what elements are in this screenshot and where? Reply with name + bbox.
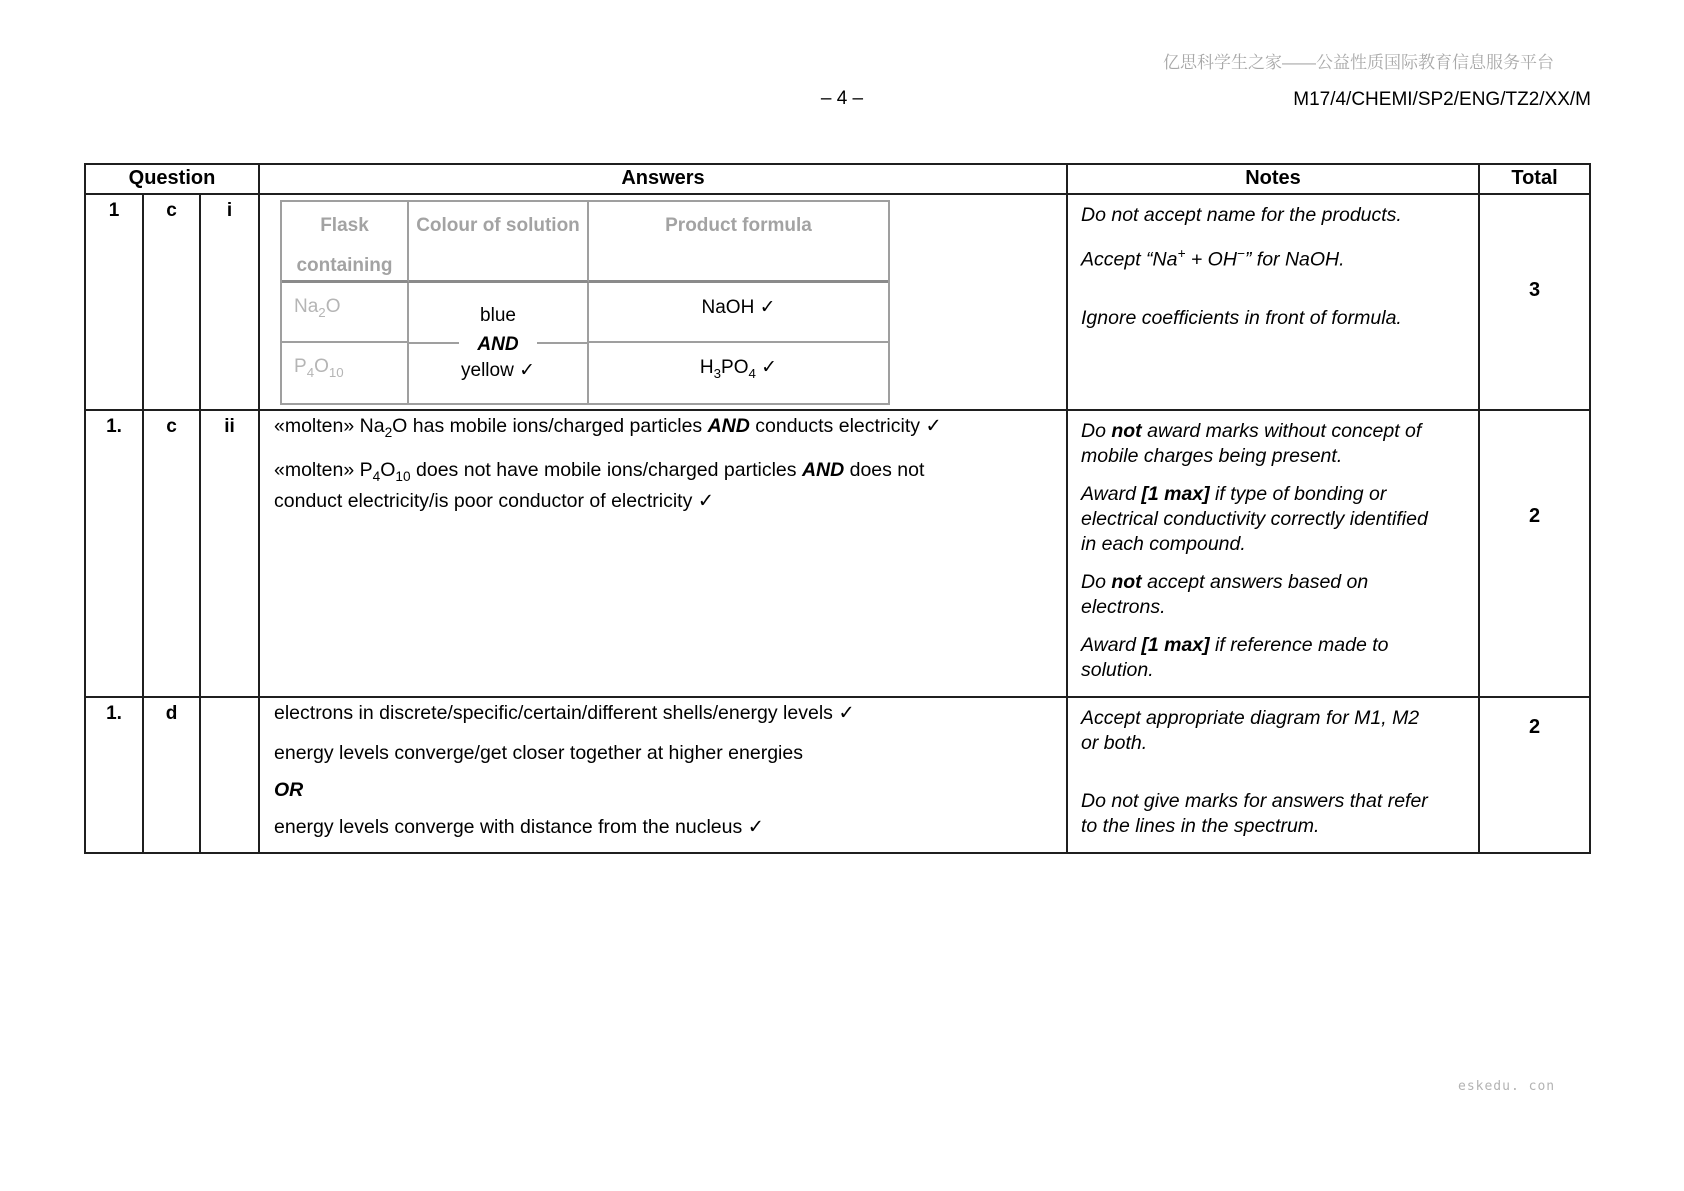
question-letter: d: [143, 697, 200, 853]
flask-cell-na2o: $Na_2O$: [282, 283, 409, 343]
note-line: Ignore coefficients in front of formula.: [1081, 306, 1402, 329]
note-line: Award [1 max] if reference made to solution.: [1081, 634, 1389, 681]
flask-col-header-product: Product formula: [589, 202, 888, 283]
note-line: Do not accept name for the products.: [1081, 204, 1402, 226]
column-header-notes: Notes: [1067, 164, 1479, 194]
column-header-question: Question: [85, 164, 259, 194]
markscheme-table: [84, 163, 1591, 854]
question-letter: c: [143, 194, 200, 410]
total-marks: 2: [1479, 697, 1590, 853]
total-marks: 3: [1479, 194, 1590, 410]
notes-cell: [1067, 697, 1479, 853]
footer-watermark: eskedu. con: [1458, 1079, 1556, 1094]
question-roman: ii: [200, 410, 259, 697]
table-header-row: [85, 164, 1590, 194]
product-cell-h3po4: $H_3PO_4$ ✓: [699, 357, 778, 381]
notes-cell: [1067, 410, 1479, 697]
question-roman: [200, 697, 259, 853]
note-line: Do not accept answers based on electrons.: [1081, 571, 1369, 618]
note-line: Award [1 max] if type of bonding or electrical conductivity correctly identified in each compound.: [1081, 483, 1428, 555]
question-number: 1.: [85, 697, 143, 853]
table-row-1ci: [85, 194, 1590, 410]
answer-line: electrons in discrete/specific/certain/different shells/energy levels ✓: [274, 702, 855, 724]
flask-cell-p4o10: $P_4O_{10}$: [282, 343, 409, 403]
column-header-total: Total: [1479, 164, 1590, 194]
question-letter: c: [143, 410, 200, 697]
answers-cell: [259, 410, 1067, 697]
colour-value-yellow: yellow ✓: [461, 360, 535, 381]
answers-cell: [259, 194, 1067, 410]
page-number: – 4 –: [820, 88, 864, 109]
answer-line: «molten» $Na_2O$ has mobile ions/charged particles AND conducts electricity ✓: [274, 415, 942, 440]
total-marks: 2: [1479, 410, 1590, 697]
colour-merged-cell: [409, 283, 589, 403]
question-number: 1.: [85, 410, 143, 697]
note-line: Do not award marks without concept of mobile charges being present.: [1081, 420, 1422, 467]
answer-line: energy levels converge/get closer together at higher energies: [274, 742, 803, 764]
answer-line: energy levels converge with distance from the nucleus ✓: [274, 816, 765, 838]
answer-line: «molten» $P_4O_{10}$ does not have mobile ions/charged particles AND does not conduct electricity/is poor conductor of electricity ✓: [274, 458, 925, 512]
note-line: Accept appropriate diagram for M1, M2 or both.: [1081, 707, 1420, 754]
flask-col-header-colour: Colour of solution: [409, 202, 589, 283]
question-number: 1: [85, 194, 143, 410]
flask-col-header-flask: Flask containing: [282, 202, 409, 283]
colour-value-blue: blue: [480, 305, 516, 326]
colour-and-label: AND: [459, 333, 536, 356]
notes-cell: [1067, 194, 1479, 410]
note-line: Do not give marks for answers that refer to the lines in the spectrum.: [1081, 790, 1428, 837]
note-line: Accept “Na+ + OH−” for NaOH.: [1081, 246, 1345, 271]
column-header-answers: Answers: [259, 164, 1067, 194]
table-row-1d: [85, 697, 1590, 853]
table-row-1cii: [85, 410, 1590, 697]
flask-results-table: [280, 200, 890, 405]
question-roman: i: [200, 194, 259, 410]
header-watermark-cn: 亿思科学生之家——公益性质国际教育信息服务平台: [1163, 53, 1554, 72]
document-code: M17/4/CHEMI/SP2/ENG/TZ2/XX/M: [1293, 89, 1591, 110]
product-cell-naoh: NaOH ✓: [589, 283, 888, 343]
answers-cell: [259, 697, 1067, 853]
answer-line: OR: [274, 779, 304, 801]
